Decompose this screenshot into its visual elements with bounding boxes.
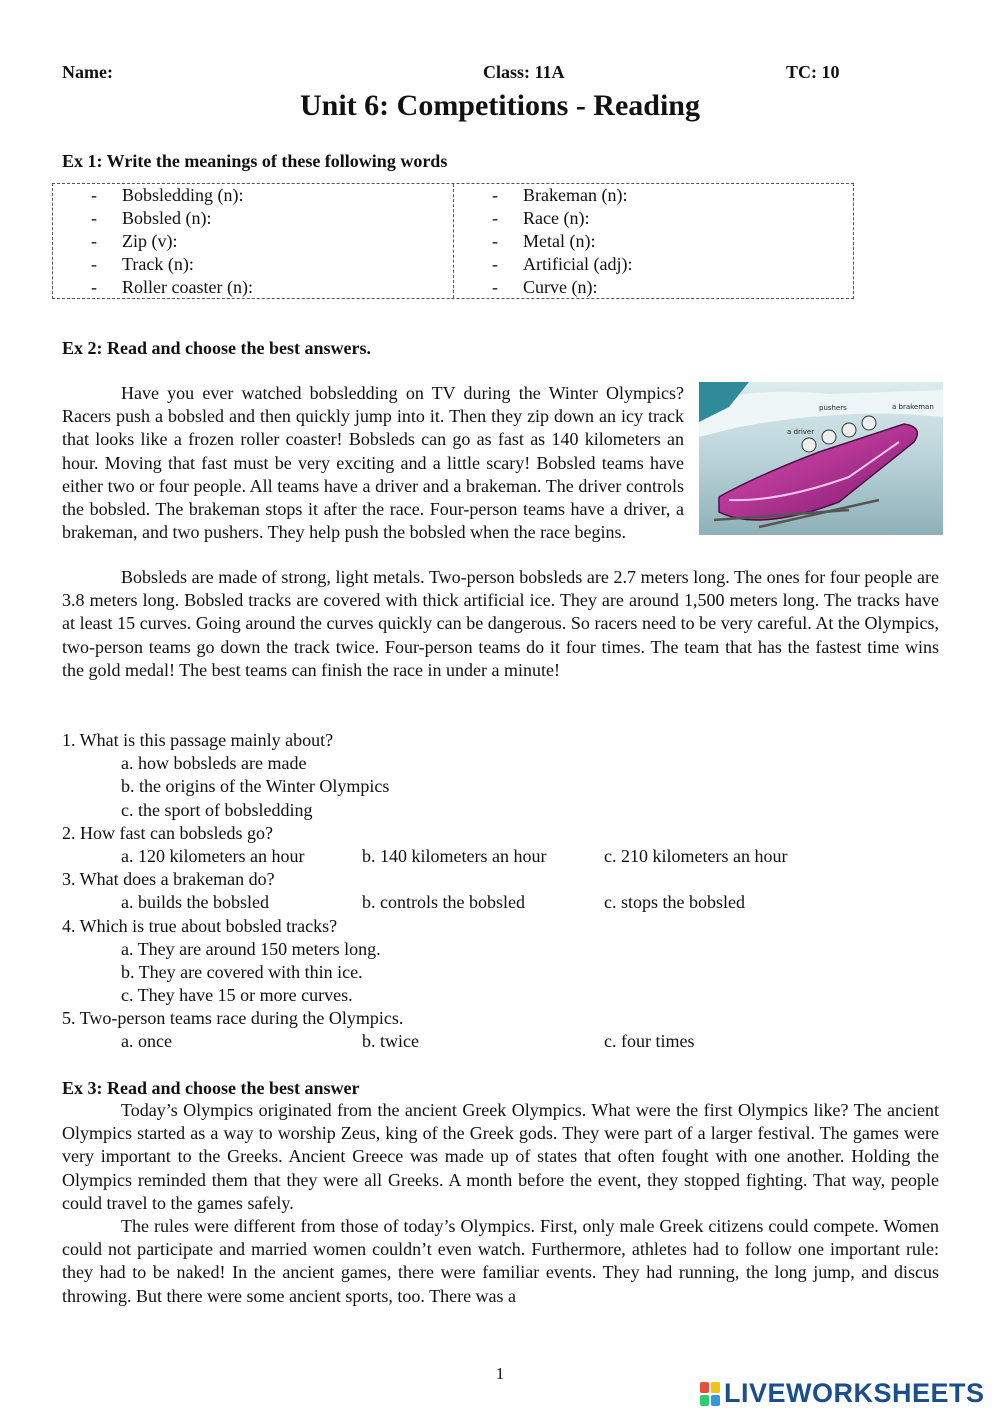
paragraph-text: Today’s Olympics originated from the ancient Greek Olympics. What were the first Olympics like? The ancient Olympics started as a way to worship Zeus, king of the Greek gods. They were part of a larger festival. The games were very important to the Greeks. Ancient Greece was made up of states that often fought with one another. Holding the Olympics reminded them that they were all Greeks. A month before the event, they stopped fighting. That way, people could travel to the games safely. <box>62 1100 939 1213</box>
question-5: 5. Two-person teams race during the Olympics. <box>62 1008 404 1029</box>
vocab-table <box>52 183 854 299</box>
pusher-helmet <box>822 430 836 444</box>
bobsled-illustration <box>699 382 943 535</box>
page-title: Unit 6: Competitions - Reading <box>299 89 700 122</box>
vocab-item <box>454 207 853 230</box>
bullet-dash: - <box>492 231 498 251</box>
name-label: Name: <box>62 62 113 82</box>
paragraph-text: Have you ever watched bobsledding on TV during the Winter Olympics? Racers push a bobsled and then quickly jump into it. Then they zip down an icy track that looks like a frozen roller coaster! Bobsleds can go as fast as 140 kilometers an hour. Moving that fast must be very exciting and a little scary! Bobsled teams have either two or four people. All teams have a driver and a brakeman. The driver controls the bobsled. The brakeman stops it after the race. Four-person teams have a driver, a brakeman, and two pushers. They help push the bobsled when the race begins. <box>62 383 684 543</box>
liveworksheets-brand[interactable] <box>700 1379 985 1409</box>
option[interactable]: b. They are covered with thin ice. <box>121 961 363 982</box>
bullet-dash: - <box>492 254 498 274</box>
pusher-helmet <box>842 423 856 437</box>
vocab-item <box>454 230 853 253</box>
vocab-term: Zip (v): <box>122 231 178 251</box>
question-1: 1. What is this passage mainly about? <box>62 730 334 750</box>
paragraph-text: Bobsleds are made of strong, light metals. Two-person bobsleds are 2.7 meters long. The ones for four people are 3.8 meters long. Bobsled tracks are covered with thick artificial ice. They are around 1,500 meters long. The tracks have at least 15 curves. Going around the curves quickly can be dangerous. So racers need to be very careful. At the Olympics, two-person teams go down the track twice. Four-person teams do it four times. The team that has the fastest time wins the gold medal! The best teams can finish the race in under a minute! <box>62 567 939 680</box>
bullet-dash: - <box>91 185 97 205</box>
option[interactable]: b. twice <box>362 1031 419 1052</box>
option[interactable]: c. They have 15 or more curves. <box>121 985 353 1006</box>
option-row <box>62 845 939 868</box>
option[interactable]: b. 140 kilometers an hour <box>362 845 547 866</box>
vocab-item <box>53 230 453 253</box>
ex2-heading: Ex 2: Read and choose the best answers. <box>62 338 372 358</box>
option[interactable]: a. builds the bobsled <box>121 892 269 913</box>
question-3: 3. What does a brakeman do? <box>62 869 275 890</box>
brand-name: LIVEWORKSHEETS <box>724 1378 985 1409</box>
ex1-heading: Ex 1: Write the meanings of these following words <box>62 151 448 171</box>
label-brakeman: a brakeman <box>892 403 934 411</box>
tc-label: TC: 10 <box>786 62 840 82</box>
liveworksheets-logo-icon <box>700 1382 720 1406</box>
vocab-term: Curve (n): <box>523 277 598 297</box>
option[interactable]: c. stops the bobsled <box>604 892 745 913</box>
bullet-dash: - <box>91 254 97 274</box>
page-number: 1 <box>495 1364 505 1383</box>
vocab-term: Roller coaster (n): <box>122 277 253 297</box>
bullet-dash: - <box>492 185 498 205</box>
question-2: 2. How fast can bobsleds go? <box>62 822 273 843</box>
driver-helmet <box>802 438 816 452</box>
option-row <box>62 891 939 914</box>
label-driver: a driver <box>787 428 815 436</box>
bullet-dash: - <box>492 208 498 228</box>
vocab-item <box>53 276 453 299</box>
vocab-item <box>53 184 453 207</box>
ex2-questions <box>62 729 939 1054</box>
vocab-item <box>454 276 853 299</box>
bullet-dash: - <box>492 277 498 297</box>
class-label: Class: 11A <box>483 62 565 82</box>
vocab-term: Artificial (adj): <box>523 254 633 274</box>
brakeman-helmet <box>862 416 876 430</box>
option[interactable]: c. four times <box>604 1031 695 1052</box>
vocab-item <box>454 184 853 207</box>
option[interactable]: c. 210 kilometers an hour <box>604 845 788 866</box>
option[interactable]: c. the sport of bobsledding <box>121 799 313 820</box>
vocab-term: Race (n): <box>523 208 590 228</box>
bullet-dash: - <box>91 231 97 251</box>
option-row <box>62 1030 939 1053</box>
paragraph-text: The rules were different from those of today’s Olympics. First, only male Greek citizens could compete. Women could not participate and married women couldn’t even watch. Furthermore, athletes had to follow one important rule: they had to be naked! In the ancient games, there were familiar events. They had running, the long jump, and discus throwing. But there were some ancient sports, too. There was a <box>62 1216 939 1306</box>
vocab-column-left <box>53 184 454 298</box>
vocab-term: Track (n): <box>122 254 194 274</box>
option[interactable]: b. the origins of the Winter Olympics <box>121 776 390 797</box>
vocab-column-right <box>454 184 853 298</box>
vocab-item <box>53 207 453 230</box>
question-4: 4. Which is true about bobsled tracks? <box>62 915 338 936</box>
vocab-item <box>53 253 453 276</box>
ex2-paragraph-1 <box>62 382 684 544</box>
option[interactable]: b. controls the bobsled <box>362 892 525 913</box>
option[interactable]: a. They are around 150 meters long. <box>121 938 381 959</box>
vocab-item <box>454 253 853 276</box>
option[interactable]: a. once <box>121 1031 172 1052</box>
ex2-paragraph-2 <box>62 566 939 682</box>
vocab-term: Brakeman (n): <box>523 185 628 205</box>
bullet-dash: - <box>91 277 97 297</box>
vocab-term: Metal (n): <box>523 231 596 251</box>
ex3-passage <box>62 1099 939 1308</box>
vocab-term: Bobsledding (n): <box>122 185 244 205</box>
ex3-heading: Ex 3: Read and choose the best answer <box>62 1078 360 1098</box>
label-pushers: pushers <box>819 404 847 412</box>
option[interactable]: a. how bobsleds are made <box>121 753 307 774</box>
header-row <box>62 61 846 85</box>
vocab-term: Bobsled (n): <box>122 208 212 228</box>
bullet-dash: - <box>91 208 97 228</box>
option[interactable]: a. 120 kilometers an hour <box>121 845 305 866</box>
